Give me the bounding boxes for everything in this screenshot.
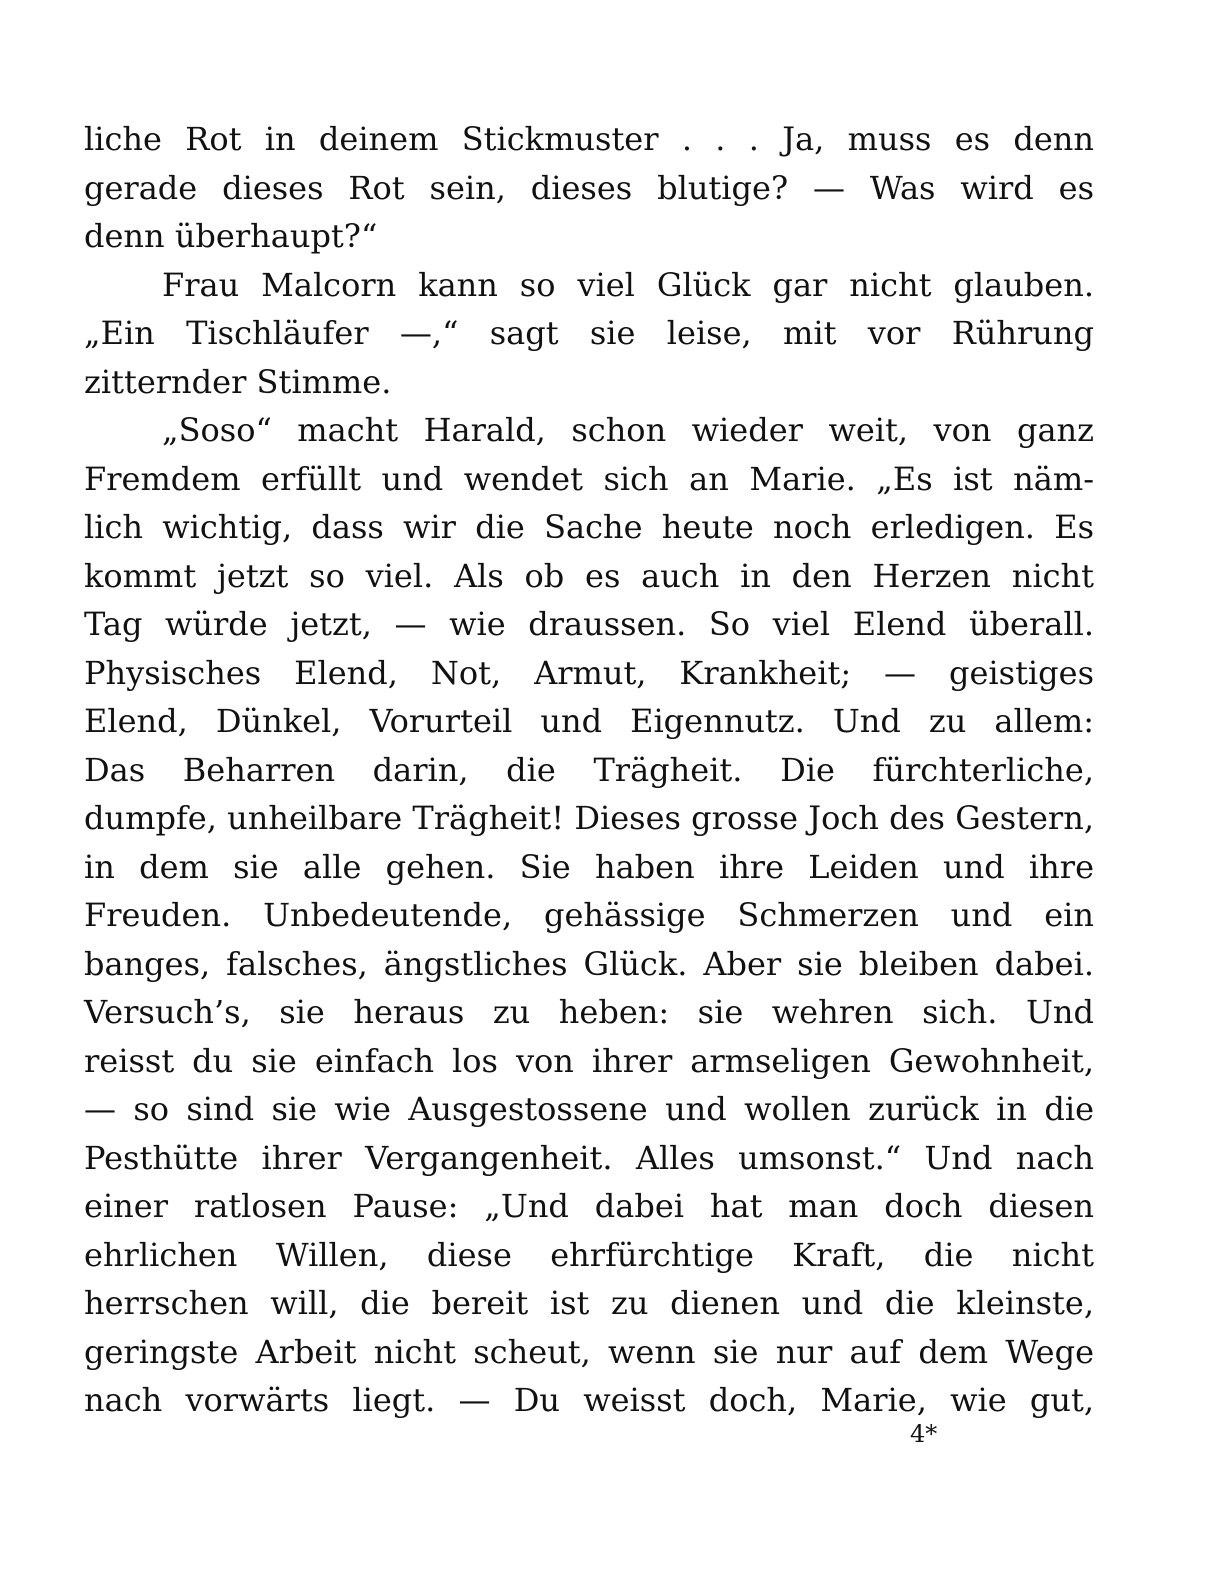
text-line: Tag würde jetzt, — wie draussen. So viel Elend überall. — [84, 605, 1094, 643]
text-line: lich wichtig, dass wir die Sache heute noch erledigen. Es — [84, 508, 1094, 546]
text-line: geringste Arbeit nicht scheut, wenn sie nur auf dem Wege — [84, 1332, 1094, 1371]
text-line: nach vorwärts liegt. — Du weisst doch, Marie, wie gut, — [84, 1381, 1094, 1419]
text-line: gerade dieses Rot sein, dieses blutige? — Was wird es — [84, 168, 1094, 207]
text-line: „Soso“ macht Harald, schon wieder weit, von ganz — [162, 411, 1094, 449]
text-line: in dem sie alle gehen. Sie haben ihre Leiden und ihre — [84, 847, 1094, 886]
text-line: kommt jetzt so viel. Als ob es auch in den Herzen nicht — [84, 556, 1094, 595]
text-line: liche Rot in deinem Stickmuster . . . Ja, muss es denn — [84, 120, 1094, 158]
text-line: Versuch’s, sie heraus zu heben: sie wehren sich. Und — [84, 993, 1094, 1031]
text-line: Pesthütte ihrer Vergangenheit. Alles umsonst.“ Und nach — [84, 1138, 1094, 1177]
body-text — [84, 115, 1094, 1473]
text-line: Fremdem erfüllt und wendet sich an Marie. „Es ist näm- — [84, 459, 1094, 498]
text-line — [84, 1425, 1094, 1474]
paragraph-2 — [84, 261, 1094, 407]
text-line: zitternder Stimme. — [84, 362, 392, 401]
text-line: einer ratlosen Pause: „Und dabei hat man doch diesen — [84, 1187, 1094, 1225]
paragraph-3 — [84, 406, 1094, 1473]
text-line: herrschen will, die bereit ist zu dienen und die kleinste, — [84, 1284, 1094, 1322]
text-line: banges, falsches, ängstliches Glück. Aber sie bleiben dabei. — [84, 944, 1094, 983]
text-line: dumpfe, unheilbare Trägheit! Dieses grosse Joch des Gestern, — [84, 799, 1094, 837]
text-line: „Ein Tischläufer —,“ sagt sie leise, mit vor Rührung — [84, 314, 1094, 352]
text-line: Physisches Elend, Not, Armut, Krankheit; — geistiges — [84, 653, 1094, 692]
text-line: denn überhaupt?“ — [84, 217, 378, 255]
text-line: reisst du sie einfach los von ihrer armseligen Gewohnheit, — [84, 1041, 1094, 1080]
text-line: ehrlichen Willen, diese ehrfürchtige Kraft, die nicht — [84, 1235, 1094, 1274]
text-line: — so sind sie wie Ausgestossene und wollen zurück in die — [84, 1090, 1094, 1128]
text-line: Frau Malcorn kann so viel Glück gar nicht glauben. — [162, 265, 1094, 304]
text-line: Elend, Dünkel, Vorurteil und Eigennutz. Und zu allem: — [84, 702, 1094, 740]
text-line: Das Beharren darin, die Trägheit. Die fürchterliche, — [84, 750, 1094, 789]
text-line: Freuden. Unbedeutende, gehässige Schmerzen und ein — [84, 896, 1094, 934]
signature-mark: 4* — [910, 1420, 938, 1448]
paragraph-1 — [84, 115, 1094, 261]
